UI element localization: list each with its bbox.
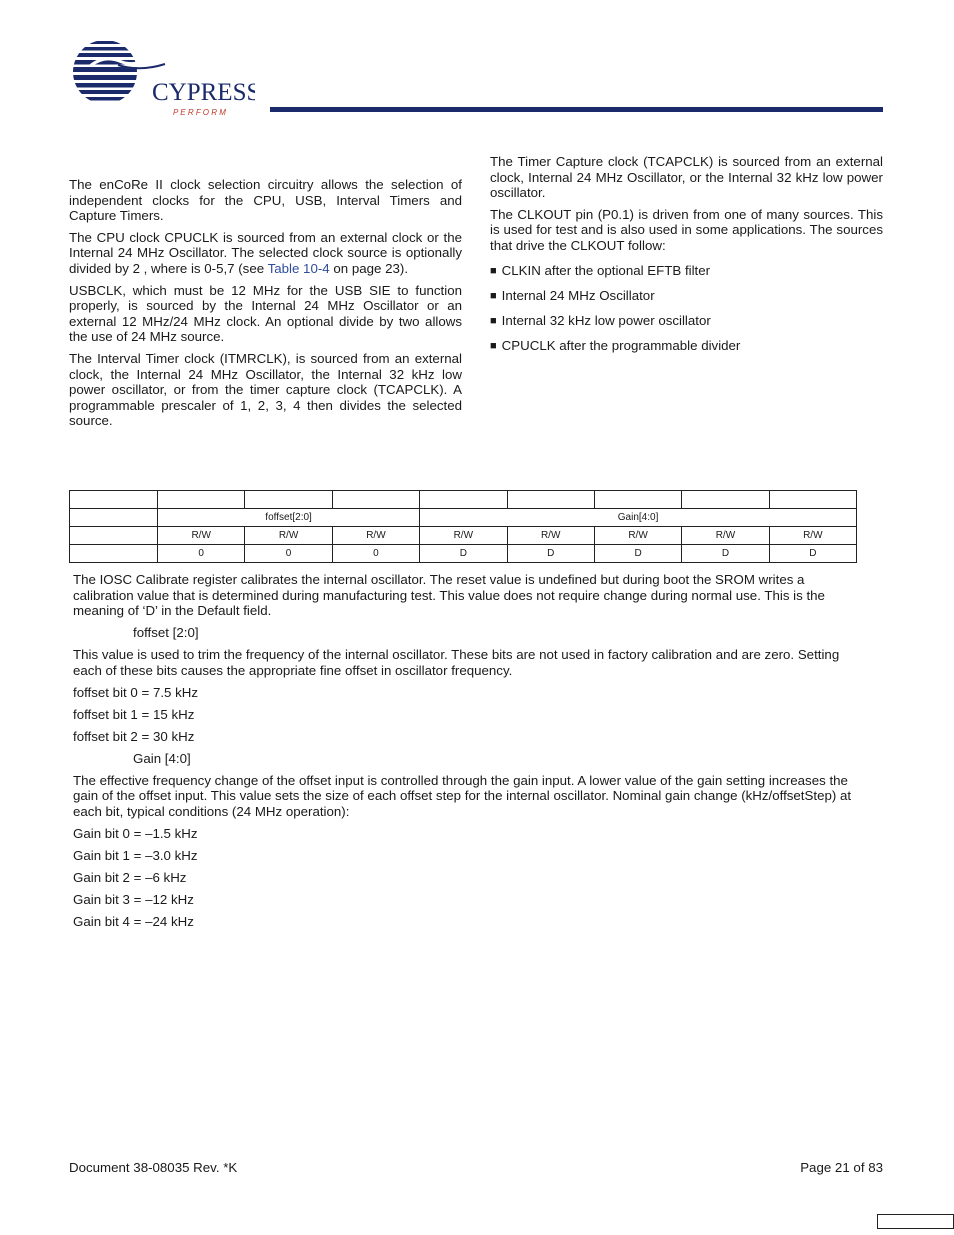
table-row-bit-header: [70, 491, 857, 509]
bullet-square-icon: ■: [490, 264, 497, 277]
field-heading-gain: Gain [4:0]: [133, 750, 191, 766]
document-number: Document 38-08035 Rev. *K: [69, 1160, 238, 1175]
list-item: Gain bit 1 = –3.0 kHz: [73, 847, 198, 863]
list-item-text: Internal 32 kHz low power oscillator: [501, 312, 711, 328]
table-cell: [420, 491, 507, 509]
table-cell: [507, 491, 594, 509]
table-cell: [158, 491, 245, 509]
table-cell: [332, 491, 419, 509]
list-item: foffset bit 0 = 7.5 kHz: [73, 684, 199, 700]
list-item: Gain bit 0 = –1.5 kHz: [73, 825, 198, 841]
table-cell: [70, 491, 158, 509]
field-foffset: foffset[2:0]: [158, 509, 420, 527]
access-cell: R/W: [594, 527, 681, 545]
list-item: [490, 313, 883, 329]
right-column: [490, 154, 883, 363]
list-item: [490, 288, 883, 304]
list-item: [490, 338, 883, 354]
table-10-4-link[interactable]: Table 10-4: [267, 260, 330, 276]
table-row-access: [70, 527, 857, 545]
logo-tagline: P E R F O R M: [173, 108, 226, 117]
cypress-logo: [70, 40, 255, 120]
register-description: [73, 572, 853, 936]
default-cell: 0: [245, 545, 332, 563]
access-cell: R/W: [420, 527, 507, 545]
text-span: on page 23).: [329, 260, 409, 276]
default-cell: D: [594, 545, 681, 563]
field-heading-foffset: foffset [2:0]: [133, 625, 199, 640]
access-cell: R/W: [682, 527, 769, 545]
feedback-box: [877, 1214, 954, 1229]
bullet-square-icon: ■: [490, 314, 497, 327]
paragraph: The Interval Timer clock (ITMRCLK), is sourced from an external clock, the Internal 24 MHz Oscillator, the Internal 32 kHz low power oscillator, or from the timer capture clock (TCAPCLK). A programmable prescaler of 1, 2, 3, 4 then divides the selected source.: [69, 350, 462, 429]
table-row-field: [70, 509, 857, 527]
list-item-text: CLKIN after the optional EFTB filter: [501, 262, 711, 278]
field-gain: Gain[4:0]: [420, 509, 857, 527]
paragraph: The Timer Capture clock (TCAPCLK) is sourced from an external clock, Internal 24 MHz Oscillator, or the Internal 32 kHz low power oscillator.: [490, 154, 883, 201]
access-cell: R/W: [158, 527, 245, 545]
default-cell: D: [420, 545, 507, 563]
paragraph: The effective frequency change of the offset input is controlled through the gain input. A lower value of the gain setting increases the gain of the offset input. This value sets the size of each offset step for the internal oscillator. Nominal gain change (kHz/offsetStep) at each bit, typical conditions (24 MHz operation):: [73, 772, 852, 819]
default-cell: D: [769, 545, 856, 563]
table-cell: [769, 491, 856, 509]
default-cell: D: [682, 545, 769, 563]
paragraph: This value is used to trim the frequency of the internal oscillator. These bits are not used in factory calibration and are zero. Setting each of these bits causes the appropriate fine offset in oscillator frequency.: [73, 647, 840, 678]
bullet-square-icon: ■: [490, 289, 497, 302]
table-cell: [245, 491, 332, 509]
access-cell: R/W: [332, 527, 419, 545]
list-item: foffset bit 1 = 15 kHz: [73, 706, 195, 722]
paragraph: The IOSC Calibrate register calibrates the internal oscillator. The reset value is undefined but during boot the SROM writes a calibration value that is determined during manufacturing test. This value does not require change during normal use. This is the meaning of ‘D’ in the Default field.: [73, 572, 825, 618]
list-item-text: CPUCLK after the programmable divider: [501, 337, 741, 353]
access-cell: R/W: [507, 527, 594, 545]
table-cell: [594, 491, 681, 509]
iosc-calibrate-register-table: [69, 490, 857, 563]
paragraph: The enCoRe II clock selection circuitry allows the selection of independent clocks for the CPU, USB, Interval Timers and Capture Timers.: [69, 177, 462, 224]
access-cell: R/W: [769, 527, 856, 545]
access-cell: R/W: [245, 527, 332, 545]
left-column: [69, 177, 462, 435]
bullet-square-icon: ■: [490, 339, 497, 352]
table-cell: [70, 527, 158, 545]
header-rule: [270, 107, 883, 112]
cypress-globe-icon: [70, 40, 255, 120]
paragraph: The CLKOUT pin (P0.1) is driven from one of many sources. This is used for test and is also used in some applications. The sources that drive the CLKOUT follow:: [490, 206, 883, 253]
list-item: [490, 263, 883, 279]
paragraph: USBCLK, which must be 12 MHz for the USB SIE to function properly, is sourced by the Internal 24 MHz Oscillator or an external 12 MHz/24 MHz clock. An optional divide by two allows the use of 24 MHz source.: [69, 282, 462, 345]
list-item: foffset bit 2 = 30 kHz: [73, 728, 195, 744]
default-cell: 0: [332, 545, 419, 563]
default-cell: 0: [158, 545, 245, 563]
table-cell: [70, 509, 158, 527]
paragraph: [69, 230, 462, 277]
table-row-default: [70, 545, 857, 563]
text-span: The CPU clock CPUCLK is sourced from an external clock or the Internal 24 MHz Oscillator. The selected clock source is optionally divided by 2 , where is 0-5,7 (see: [69, 229, 462, 276]
list-item: Gain bit 2 = –6 kHz: [73, 869, 187, 885]
page-number: Page 21 of 83: [800, 1160, 883, 1175]
list-item: Gain bit 3 = –12 kHz: [73, 891, 194, 907]
logo-wordmark: CYPRESS: [152, 79, 255, 106]
table-cell: [682, 491, 769, 509]
default-cell: D: [507, 545, 594, 563]
list-item-text: Internal 24 MHz Oscillator: [501, 287, 655, 303]
list-item: Gain bit 4 = –24 kHz: [73, 913, 194, 929]
table-cell: [70, 545, 158, 563]
